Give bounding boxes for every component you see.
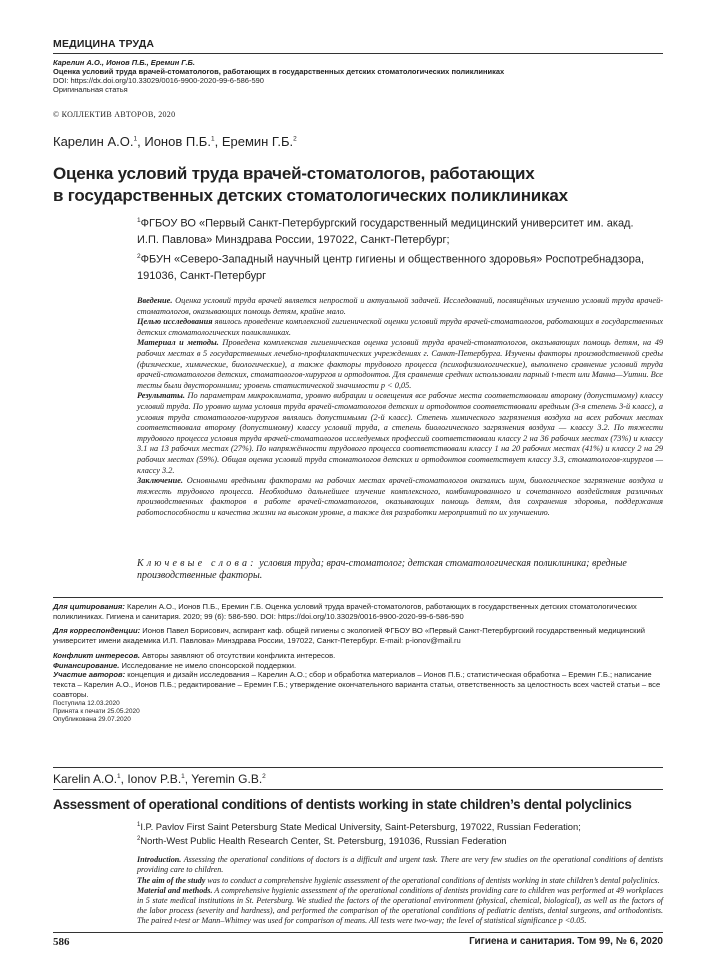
en-affiliation-1 [137, 819, 663, 833]
author-name: Ионов П.Б. [144, 134, 211, 149]
ru-title-line: Оценка условий труда врачей-стоматологов, работающих [53, 164, 535, 183]
page-number: 586 [53, 936, 70, 948]
abstract-text: Проведена комплексная гигиеническая оценка условий труда врачей-стоматологов, оказывающих помощь детям, на 49 рабочих местах в 5 государственных лечебно-профилактических учреждениях г. Санкт-Петербурга. Изучены факторы производственной среды (физические, химические, биологические), а также факторы трудового процесса (психофизиологические), выполнено сравнение условий труда врачей-стоматологов детских, стоматологов-хирургов и ортодонтов. Для сравнения средних использовали парный t-тест или Манна—Уитни. Все тесты были двусторонними; уровень статистической значимости p < 0,05. [137, 338, 663, 390]
info-label: Участие авторов: [53, 670, 126, 680]
info-text: Карелин А.О., Ионов П.Б., Еремин Г.Б. Оценка условий труда врачей-стоматологов, работающих в государственных детских стоматологических поликлиниках. Гигиена и санитария. 2020; 99 (6): 586-590. DOI: https://doi.org/10.33029/0016-9900-2020-99-6-586-590 [53, 602, 637, 621]
affil-text: North-West Public Health Research Center, St. Petersburg, 191036, Russian Federation [140, 835, 507, 847]
author-separator: , [120, 772, 128, 786]
author-name: Karelin A.O. [53, 772, 118, 786]
en-abstract-intro [137, 855, 663, 875]
en-authors [53, 772, 266, 786]
author-contribution [53, 670, 663, 699]
ru-affiliation-2 [137, 249, 657, 284]
en-affiliations-block [137, 819, 663, 847]
ru-title-line: в государственных детских стоматологических поликлиниках [53, 186, 568, 205]
author-name: Карелин А.О. [53, 134, 134, 149]
keywords-text: условия труда; врач-стоматолог; детская стоматологическая поликлиника; вредные производственные факторы. [137, 558, 627, 581]
en-abstract [137, 821, 664, 927]
abstract-text: Оценка условий труда врачей является непростой и актуальной задачей. Исследований, посвящённых изучению условий труда врачей-стоматологов, оказывающих помощь детям, крайне мало. [137, 296, 663, 316]
affil-sup: 2 [137, 253, 141, 260]
ru-affiliation-1 [137, 213, 657, 248]
abstract-label: Материал и методы. [137, 338, 219, 348]
abstract-methods [137, 338, 663, 391]
author-sup: 1 [133, 135, 138, 143]
doi-link[interactable]: DOI: https://dx.doi.org/10.33029/0016-9900-2020-99-6-586-590 [53, 76, 264, 85]
date-received: Поступила 12.03.2020 [53, 700, 120, 708]
author-sup: 2 [293, 135, 297, 143]
date-published: Опубликована 29.07.2020 [53, 715, 131, 723]
author-separator: , [184, 772, 192, 786]
info-label: Для корреспонденции: [53, 626, 141, 636]
author-name: Ionov P.B. [127, 772, 182, 786]
abstract-results [137, 391, 663, 476]
abstract-label: Целью исследования [137, 317, 213, 327]
copyright-notice: © КОЛЛЕКТИВ АВТОРОВ, 2020 [53, 110, 176, 119]
abstract-label: Результаты. [137, 391, 185, 401]
footer-rule [53, 932, 663, 933]
abstract-label: Material and methods. [137, 885, 213, 895]
article-type: Оригинальная статья [53, 85, 128, 94]
running-authors: Карелин А.О., Ионов П.Б., Еремин Г.Б. [53, 58, 195, 67]
section-label: МЕДИЦИНА ТРУДА [53, 38, 155, 50]
abstract-text: was to conduct a comprehensive hygienic assessment of the operational conditions of dentists working in state children’s dental polyclinics. [205, 875, 660, 885]
en-abstract-aim [137, 876, 663, 886]
funding [53, 661, 663, 671]
article-dates [53, 700, 663, 723]
en-affiliation-2 [137, 833, 663, 847]
info-rule [53, 597, 663, 598]
author-separator: , [214, 134, 222, 149]
info-text: Исследование не имело спонсорской поддержки. [119, 660, 297, 670]
ru-keywords [137, 558, 663, 582]
affil-sup: 1 [137, 217, 141, 224]
author-sup: 2 [262, 773, 266, 780]
abstract-intro [137, 296, 663, 317]
citation [53, 602, 663, 621]
affil-sup: 1 [137, 822, 141, 828]
abstract-text: Основными вредными факторами на рабочих местах врачей-стоматологов оказались шум, биологическое загрязнение воздуха и тяжесть трудового процесса. Необходимо дальнейшее изучение комплексного, комбинированного и сочетанного воздействия различных производственных факторов в работе врачей-стоматологов, оказывающих помощь детям, для сохранения здоровья, поддержания работоспособности и качества жизни на высоком уровне, а также для разработки мероприятий по их улучшению. [137, 476, 663, 517]
info-label: Финансирование. [53, 660, 120, 670]
abstract-label: Заключение. [137, 476, 183, 486]
correspondence [53, 626, 663, 645]
affil-sup: 2 [137, 836, 141, 843]
abstract-text: явилось проведение комплексной гигиенической оценки условий труда врачей-стоматологов, работающих в государственных детских стоматологических поликлиниках. [137, 317, 663, 337]
abstract-label: Введение. [137, 296, 173, 305]
affil-text: I.P. Pavlov First Saint Petersburg State Medical University, Saint-Petersburg, 197022, Russian Federation; [140, 821, 581, 833]
abstract-conclusion [137, 476, 663, 518]
affil-text: ФГБОУ ВО «Первый Санкт-Петербургский государственный медицинский университет им. акад. И.П. Павлова» Минздрава России, 197022, Санкт-Петербург; [137, 217, 634, 246]
info-text: Ионов Павел Борисович, аспирант каф. общей гигиены с экологией ФГБОУ ВО «Первый Санкт-Петербургский государственный медицинский университет имени академика И.П. Павлова» Минздрава России, 197022, Санкт-Петербург. E-mail: p-ionov@mail.ru [53, 626, 645, 646]
date-accepted: Принята к печати 25.05.2020 [53, 708, 140, 716]
running-header [53, 58, 504, 94]
running-title: Оценка условий труда врачей-стоматологов, работающих в государственных детских стоматологических поликлиниках [53, 67, 505, 76]
author-sup: 1 [210, 135, 215, 143]
info-label: Конфликт интересов. [53, 650, 141, 660]
abstract-aim [137, 317, 663, 338]
info-label: Для цитирования: [53, 602, 125, 611]
abstract-label: Introduction. [137, 855, 182, 865]
journal-name: Гигиена и санитария. Том 99, № 6, 2020 [469, 936, 663, 947]
info-text: концепция и дизайн исследования – Карелин А.О.; сбор и обработка материалов – Ионов П.Б.; статистическая обработка – Еремин Г.Б.; написание текста – Карелин А.О., Ионов П.Б.; редактирование – Еремин Г.Б.; утверждение окончательного варианта статьи, ответственность за целостность всех частей статьи – все соавторы. [53, 670, 661, 699]
author-separator: , [137, 134, 145, 149]
keywords-label: Ключевые слова: [137, 558, 257, 569]
info-text: Авторы заявляют об отсутствии конфликта интересов. [140, 650, 336, 660]
ru-abstract [137, 296, 663, 518]
abstract-text: A comprehensive hygienic assessment of the operational conditions of dentists providing care to children was performed at 49 workplaces in 5 state medical institutions in St. Petersburg. We studied the factors of the operational environment (physical, chemical, biological), as well as the factors of the labor process (severity and hardness), and performed the comparison of the operational conditions of pediatric dentists, dental surgeons, and orthodontists. The paired t-test or Mann–Whitney was used for comparison of means. All tests were two-way; the level of statistical significance p <0.05. [137, 885, 664, 926]
author-name: Yeremin G.B. [191, 772, 263, 786]
author-sup: 1 [117, 773, 121, 780]
author-sup: 1 [181, 773, 185, 780]
abstract-text: По параметрам микроклимата, уровню вибрации и освещения все рабочие места соответствовали второму (допустимому) классу условий труда. По уровню шума условия труда врачей-стоматологов детских и ортодонтов соответствовали вредным (3-я степень 3-й класс), а условия труда стоматологов-хирургов являлись допустимыми (2-й класс). Степень химического загрязнения воздуха на всех рабочих местах соответствовала второму (допустимому) классу условий труда, а степень биологического загрязнения воздуха — классу 3.2. По тяжести трудового процесса условия труда врачей-стоматологов исследуемых профессий соответствовали классу 2 на 36 рабочих местах (73%) и классу 3.1 на 13 рабочих местах (27%). По напряжённости трудового процесса соответствовали классу 1 на 20 рабочих местах (41%) и классу 2 на 29 рабочих местах (59%). Общая оценка условий труда стоматологов детских и ортодонтов соответствует классу 3.3, стоматологов-хирургов — классу 3.2. [137, 391, 663, 475]
conflict-of-interest [53, 651, 663, 661]
header-rule [53, 53, 663, 54]
abstract-label: The aim of the study [137, 875, 206, 885]
en-authors-rule [53, 789, 663, 790]
abstract-text: Assessing the operational conditions of doctors is a difficult and urgent task. There are very few studies on the operational conditions of dentists providing care to children. [137, 855, 663, 875]
ru-authors [53, 134, 297, 149]
article-info [53, 602, 663, 724]
en-article-title: Assessment of operational conditions of dentists working in state children’s dental polyclinics [53, 797, 632, 812]
en-separator-rule [53, 767, 663, 768]
ru-article-title [53, 163, 663, 207]
author-name: Еремин Г.Б. [221, 134, 294, 149]
en-abstract-methods [137, 886, 663, 927]
affil-text: ФБУН «Северо-Западный научный центр гигиены и общественного здоровья» Роспотребнадзора, 191036, Санкт-Петербург [137, 253, 645, 282]
